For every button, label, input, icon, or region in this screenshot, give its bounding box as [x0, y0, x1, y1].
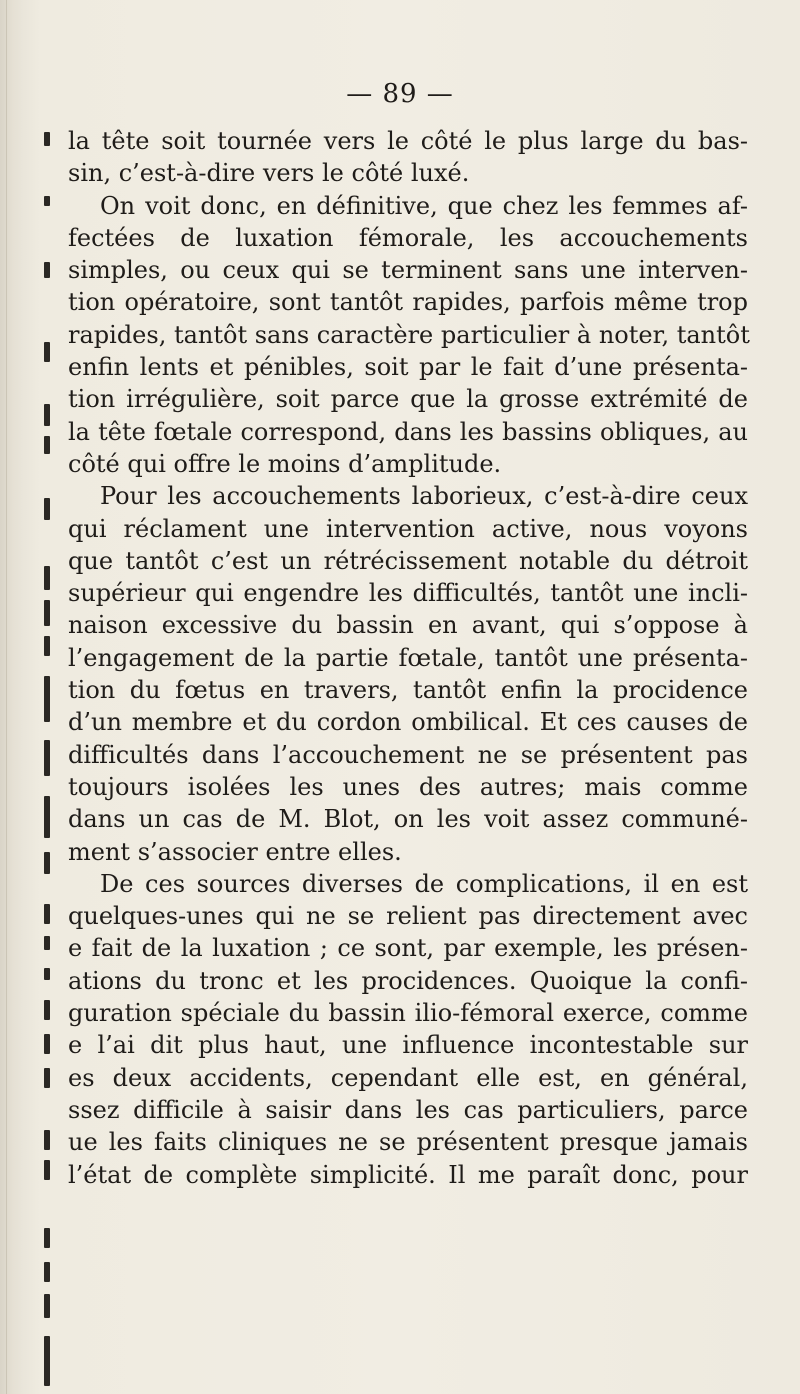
- text-line: quelques-unes qui ne se relient pas directement avec: [68, 902, 748, 931]
- text-line: De ces sources diverses de complications, il en est: [100, 869, 748, 898]
- binding-mark: [44, 904, 50, 924]
- binding-mark: [44, 1262, 50, 1282]
- text-line: la tête soit tournée vers le côté le plus large du bas-: [68, 127, 748, 155]
- page-number: — 89 —: [346, 79, 454, 109]
- binding-mark: [44, 968, 50, 980]
- text-line: l’engagement de la partie fœtale, tantôt une présenta-: [68, 643, 748, 672]
- text-line: ssez difficile à saisir dans les cas particuliers, parce: [68, 1095, 748, 1124]
- text-line: Pour les accouchements laborieux, c’est-à-dire ceux: [100, 482, 748, 511]
- binding-mark: [44, 436, 50, 454]
- page-gutter: [0, 0, 22, 1394]
- text-line: rapides, tantôt sans caractère particulier à noter, tantôt: [68, 320, 750, 349]
- binding-mark: [44, 676, 50, 722]
- text-line: dans un cas de M. Blot, on les voit assez communé-: [68, 805, 748, 834]
- binding-mark: [44, 1130, 50, 1150]
- binding-mark: [44, 404, 50, 426]
- binding-mark: [44, 600, 50, 626]
- binding-mark: [44, 262, 50, 278]
- text-line: naison excessive du bassin en avant, qui s’oppose à: [68, 611, 748, 640]
- text-line: fectées de luxation fémorale, les accouchements: [68, 223, 748, 252]
- text-line: enfin lents et pénibles, soit par le fait d’une présenta-: [68, 353, 748, 382]
- text-line: ue les faits cliniques ne se présentent presque jamais: [68, 1128, 748, 1157]
- binding-mark: [44, 1068, 50, 1088]
- text-line: l’état de complète simplicité. Il me paraît donc, pour: [68, 1160, 748, 1189]
- text-line: supérieur qui engendre les difficultés, tantôt une incli-: [68, 579, 748, 608]
- gutter-fold-line: [6, 0, 7, 1394]
- text-line: côté qui offre le moins d’amplitude.: [68, 449, 502, 478]
- text-line: e l’ai dit plus haut, une influence incontestable sur: [68, 1031, 748, 1060]
- binding-mark: [44, 196, 50, 206]
- text-line: e fait de la luxation ; ce sont, par exemple, les présen-: [68, 934, 748, 963]
- text-line: toujours isolées les unes des autres; mais comme: [68, 772, 748, 801]
- text-line: la tête fœtale correspond, dans les bassins obliques, au: [68, 417, 748, 446]
- binding-mark: [44, 1336, 50, 1386]
- text-line: que tantôt c’est un rétrécissement notable du détroit: [68, 546, 748, 575]
- binding-mark: [44, 636, 50, 656]
- text-line: On voit donc, en définitive, que chez les femmes af-: [100, 191, 748, 220]
- text-line: tion du fœtus en travers, tantôt enfin la procidence: [68, 676, 748, 705]
- text-line: es deux accidents, cependant elle est, en général,: [68, 1063, 748, 1092]
- text-line: simples, ou ceux qui se terminent sans une interven-: [68, 256, 748, 285]
- binding-mark: [44, 132, 50, 146]
- text-line: tion opératoire, sont tantôt rapides, parfois même trop: [68, 288, 748, 317]
- binding-mark: [44, 796, 50, 838]
- text-line: sin, c’est-à-dire vers le côté luxé.: [68, 159, 470, 188]
- binding-mark: [44, 1160, 50, 1180]
- binding-mark: [44, 498, 50, 520]
- binding-mark: [44, 342, 50, 362]
- binding-mark: [44, 566, 50, 590]
- binding-mark: [44, 1000, 50, 1020]
- text-line: guration spéciale du bassin ilio-fémoral exerce, comme: [68, 999, 748, 1028]
- body-text: [68, 125, 748, 1191]
- binding-mark: [44, 1228, 50, 1248]
- binding-mark: [44, 1034, 50, 1054]
- text-line: tion irrégulière, soit parce que la grosse extrémité de: [68, 385, 748, 414]
- text-line: ations du tronc et les procidences. Quoique la confi-: [68, 966, 748, 995]
- text-line: qui réclament une intervention active, nous voyons: [68, 514, 748, 543]
- text-line: difficultés dans l’accouchement ne se présentent pas: [68, 740, 748, 769]
- text-line: ment s’associer entre elles.: [68, 837, 402, 866]
- binding-mark: [44, 936, 50, 950]
- binding-mark: [44, 740, 50, 776]
- text-line: d’un membre et du cordon ombilical. Et ces causes de: [68, 708, 748, 737]
- binding-mark: [44, 852, 50, 874]
- binding-mark: [44, 1294, 50, 1318]
